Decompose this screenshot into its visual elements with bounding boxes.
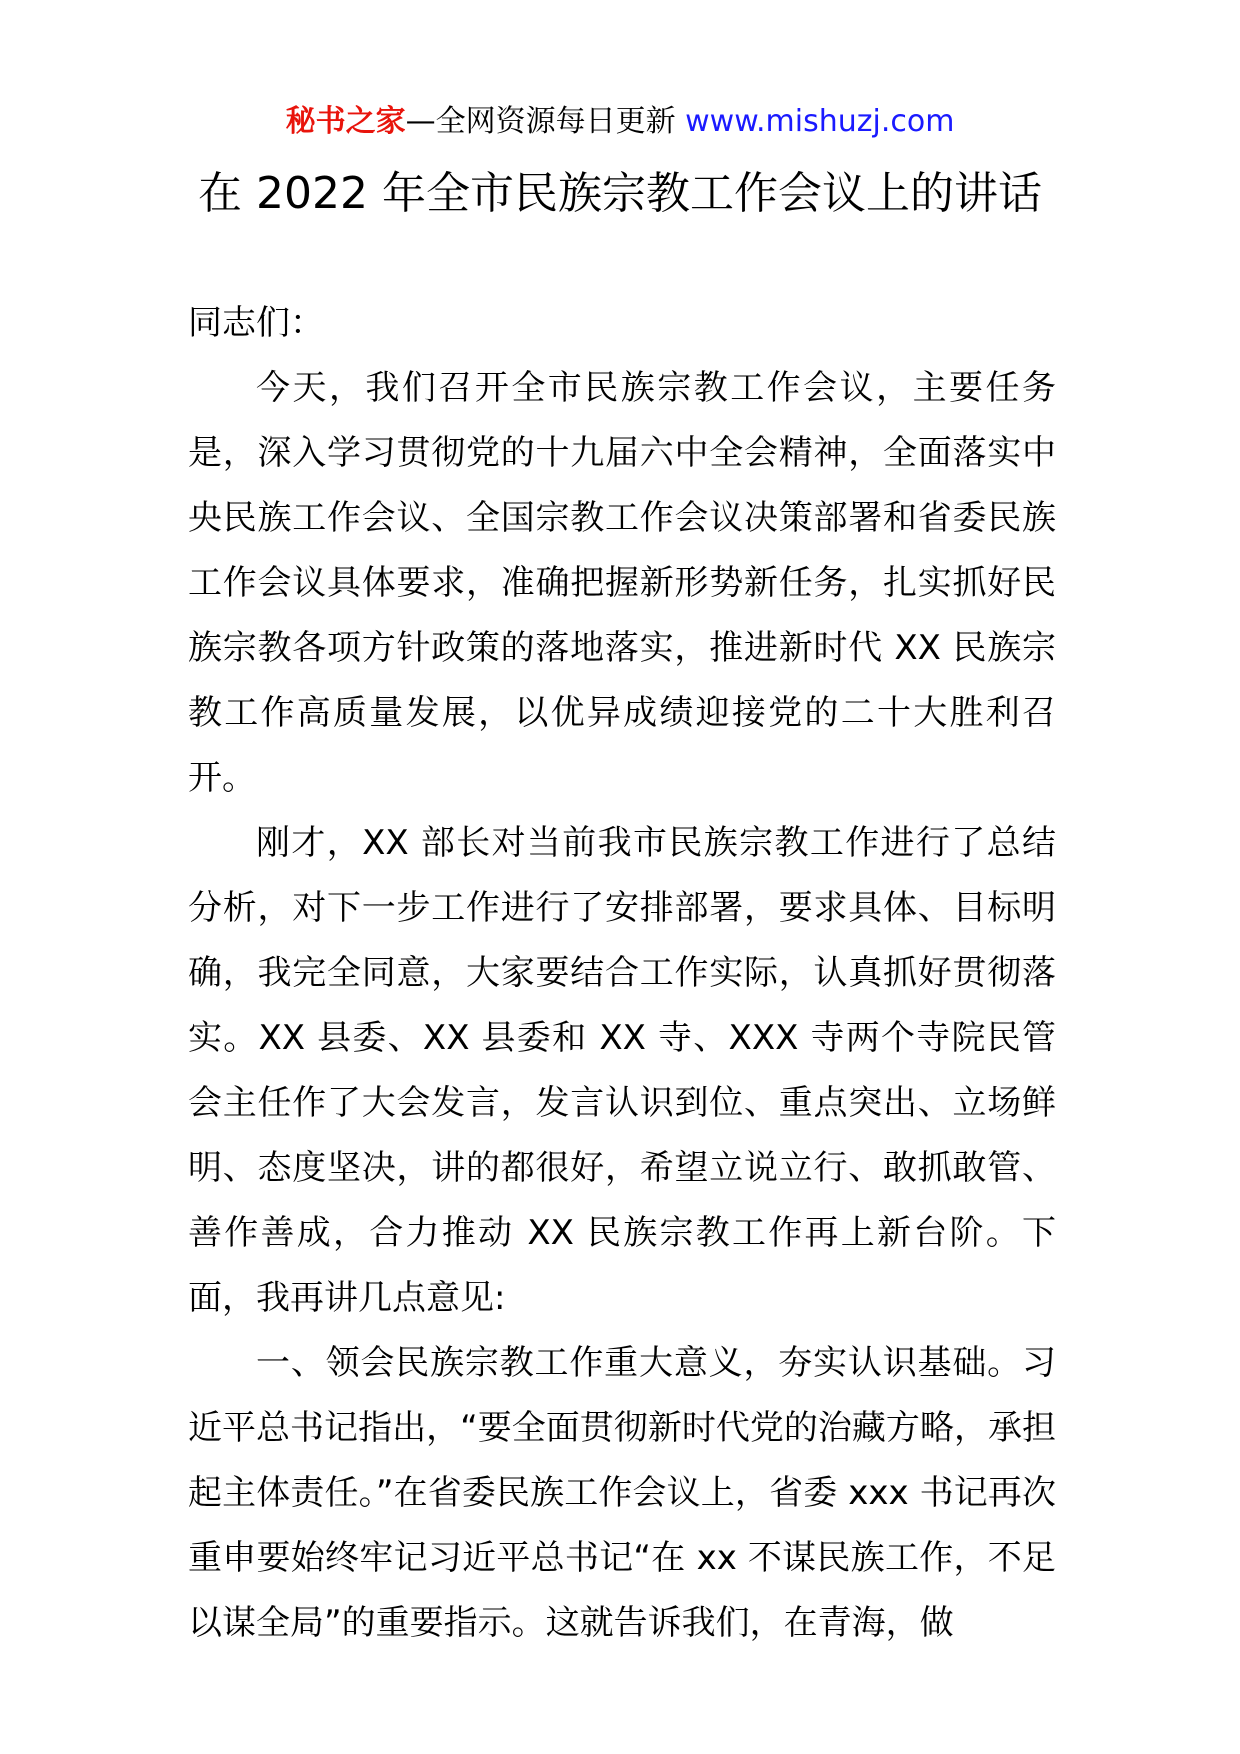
document-title: 在 2022 年全市民族宗教工作会议上的讲话 [198, 168, 1042, 219]
paragraph-opening: 今天，我们召开全市民族宗教工作会议，主要任务是，深入学习贯彻党的十九届六中全会精神，全面落实中央民族工作会议、全国宗教工作会议决策部署和省委民族工作会议具体要求，准确把握新形势新任务，扎实抓好民族宗教各项方针政策的落地落实，推进新时代 XX 民族宗教工作高质量发展，以优异成绩迎接党的二十大胜利召开。 [188, 368, 1056, 798]
site-url-link[interactable]: www.mishuzj.com [685, 104, 955, 139]
paragraph-summary: 刚才，XX 部长对当前我市民族宗教工作进行了总结分析，对下一步工作进行了安排部署，要求具体、目标明确，我完全同意，大家要结合工作实际，认真抓好贯彻落实。XX 县委、XX 县委和 XX 寺、XXX 寺两个寺院民管会主任作了大会发言，发言认识到位、重点突出、立场鲜明、态度坚决，讲的都很好，希望立说立行、敢抓敢管、善作善成，合力推动 XX 民族宗教工作再上新台阶。下面，我再讲几点意见: [188, 823, 1056, 1318]
site-banner [0, 102, 1240, 142]
document-body [188, 291, 1056, 1656]
site-brand: 秘书之家 [285, 104, 406, 139]
paragraph-point-one: 一、领会民族宗教工作重大意义，夯实认识基础。习近平总书记指出，“要全面贯彻新时代党的治藏方略，承担起主体责任。”在省委民族工作会议上，省委 xxx 书记再次重申要始终牢记习近平总书记“在 xx 不谋民族工作，不足以谋全局”的重要指示。这就告诉我们，在青海，做 [188, 1343, 1056, 1643]
site-slogan: —全网资源每日更新 [405, 104, 686, 139]
salutation: 同志们： [188, 303, 324, 343]
